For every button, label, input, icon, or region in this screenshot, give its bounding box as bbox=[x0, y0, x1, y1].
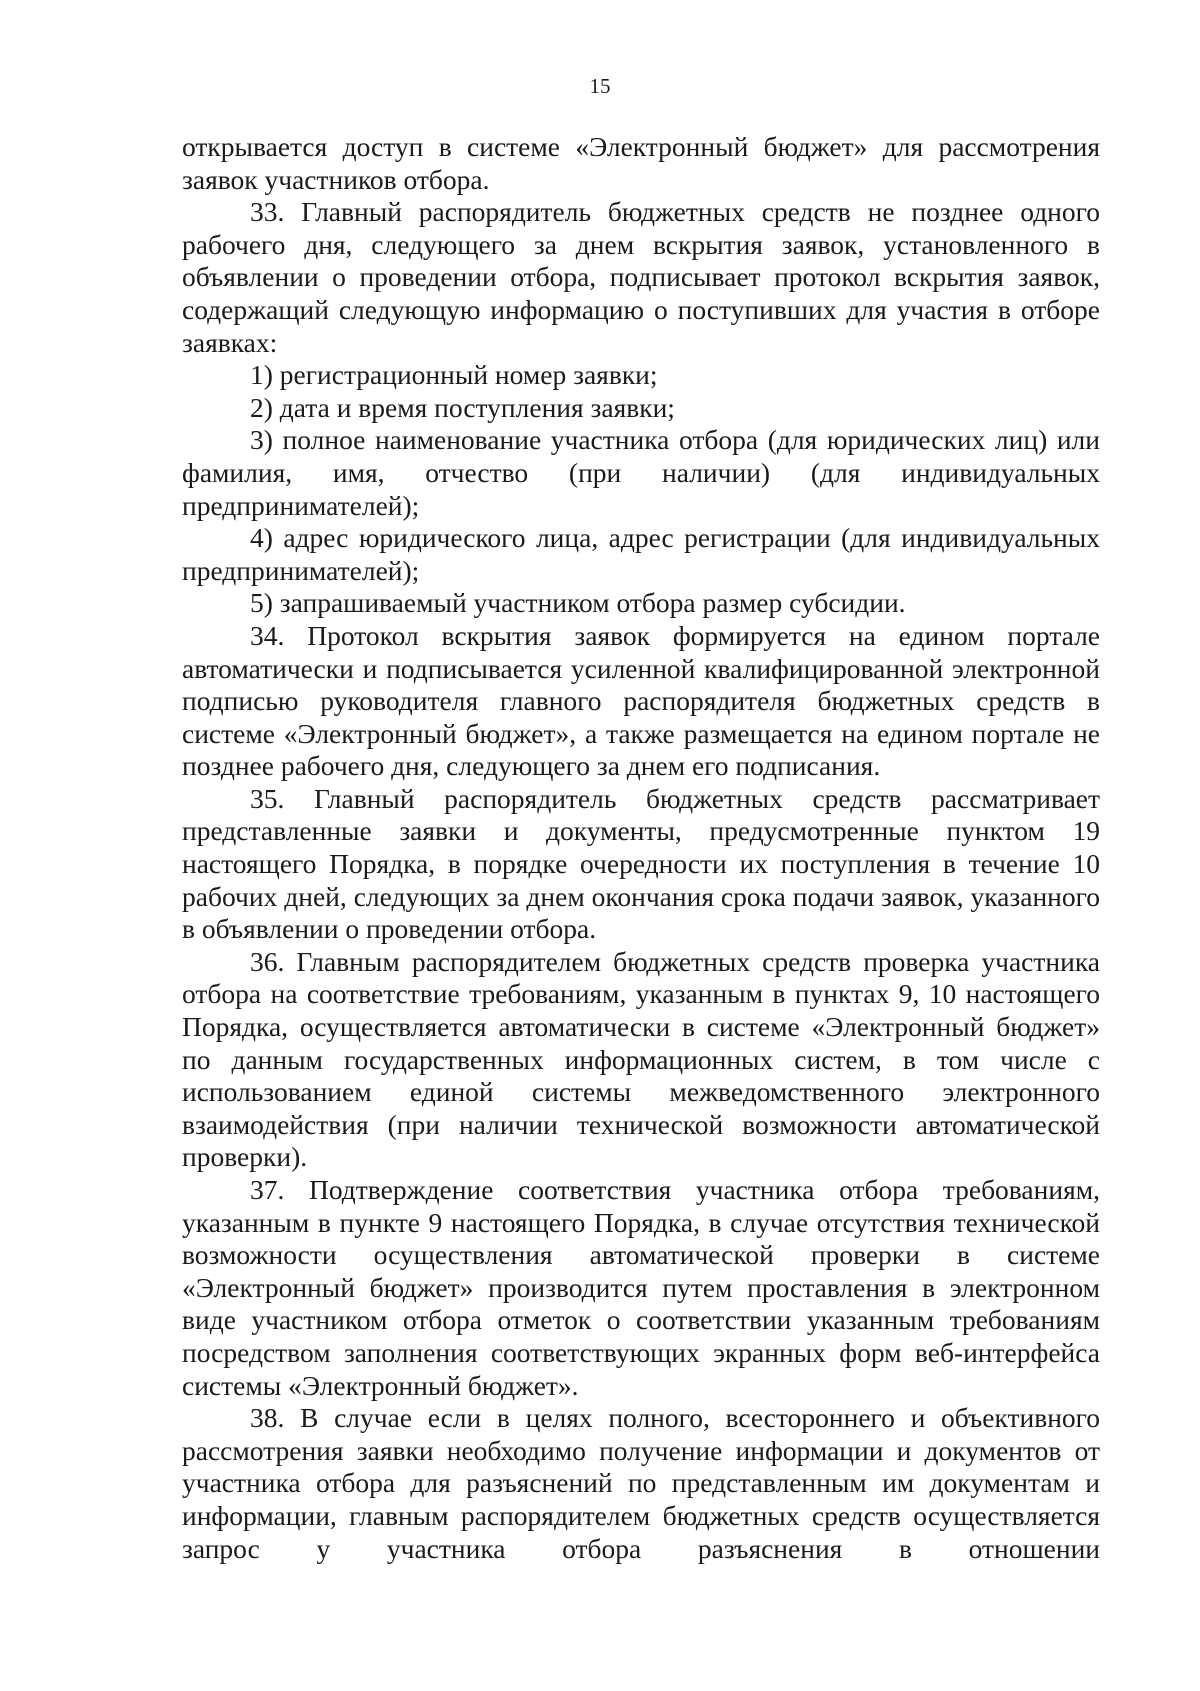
paragraph-35: 35. Главный распорядитель бюджетных средств рассматривает представленные заявки и документы, предусмотренные пунктом 19 настоящего Порядка, в порядке очередности их поступления в течение 10 рабочих дней, следующих за днем окончания срока подачи заявок, указанного в объявлении о проведении отбора. bbox=[182, 782, 1100, 945]
paragraph-37: 37. Подтверждение соответствия участника отбора требованиям, указанным в пункте 9 настоящего Порядка, в случае отсутствия технической возможности осуществления автоматической проверки в системе «Электронный бюджет» производится путем проставления в электронном виде участником отбора отметок о соответствии указанным требованиям посредством заполнения соответствующих экранных форм веб-интерфейса системы «Электронный бюджет». bbox=[182, 1174, 1100, 1401]
paragraph-38: 38. В случае если в целях полного, всестороннего и объективного рассмотрения заявки необходимо получение информации и документов от участника отбора для разъяснений по представленным им документам и информации, главным распорядителем бюджетных средств осуществляется запрос у участника отбора разъяснения в отношении bbox=[182, 1402, 1100, 1564]
paragraph-36: 36. Главным распорядителем бюджетных средств проверка участника отбора на соответствие требованиям, указанным в пунктах 9, 10 настоящего Порядка, осуществляется автоматически в системе «Электронный бюджет» по данным государственных информационных систем, в том числе с использованием единой системы межведомственного электронного взаимодействия (при наличии технической возможности автоматической проверки). bbox=[182, 945, 1100, 1173]
paragraph-34: 34. Протокол вскрытия заявок формируется на едином портале автоматически и подписывается усиленной квалифицированной электронной подписью руководителя главного распорядителя бюджетных средств в системе «Электронный бюджет», а также размещается на едином портале не позднее рабочего дня, следующего за днем его подписания. bbox=[182, 619, 1100, 782]
page-number: 15 bbox=[589, 74, 611, 98]
list-item-1: 1) регистрационный номер заявки; bbox=[250, 359, 658, 391]
list-item-2: 2) дата и время поступления заявки; bbox=[250, 391, 675, 423]
list-item-5: 5) запрашиваемый участником отбора размер субсидии. bbox=[250, 587, 906, 619]
paragraph-continuation: открывается доступ в системе «Электронный бюджет» для рассмотрения заявок участников отбора. bbox=[182, 131, 1100, 195]
document-body bbox=[182, 131, 1100, 1565]
list-item-3: 3) полное наименование участника отбора (для юридических лиц) или фамилия, имя, отчество (при наличии) (для индивидуальных предпринимателей); bbox=[182, 424, 1100, 521]
paragraph-33: 33. Главный распорядитель бюджетных средств не позднее одного рабочего дня, следующего за днем вскрытия заявок, установленного в объявлении о проведении отбора, подписывает протокол вскрытия заявок, содержащий следующую информацию о поступивших для участия в отборе заявках: bbox=[182, 196, 1100, 358]
list-item-4: 4) адрес юридического лица, адрес регистрации (для индивидуальных предпринимателей); bbox=[182, 522, 1100, 586]
